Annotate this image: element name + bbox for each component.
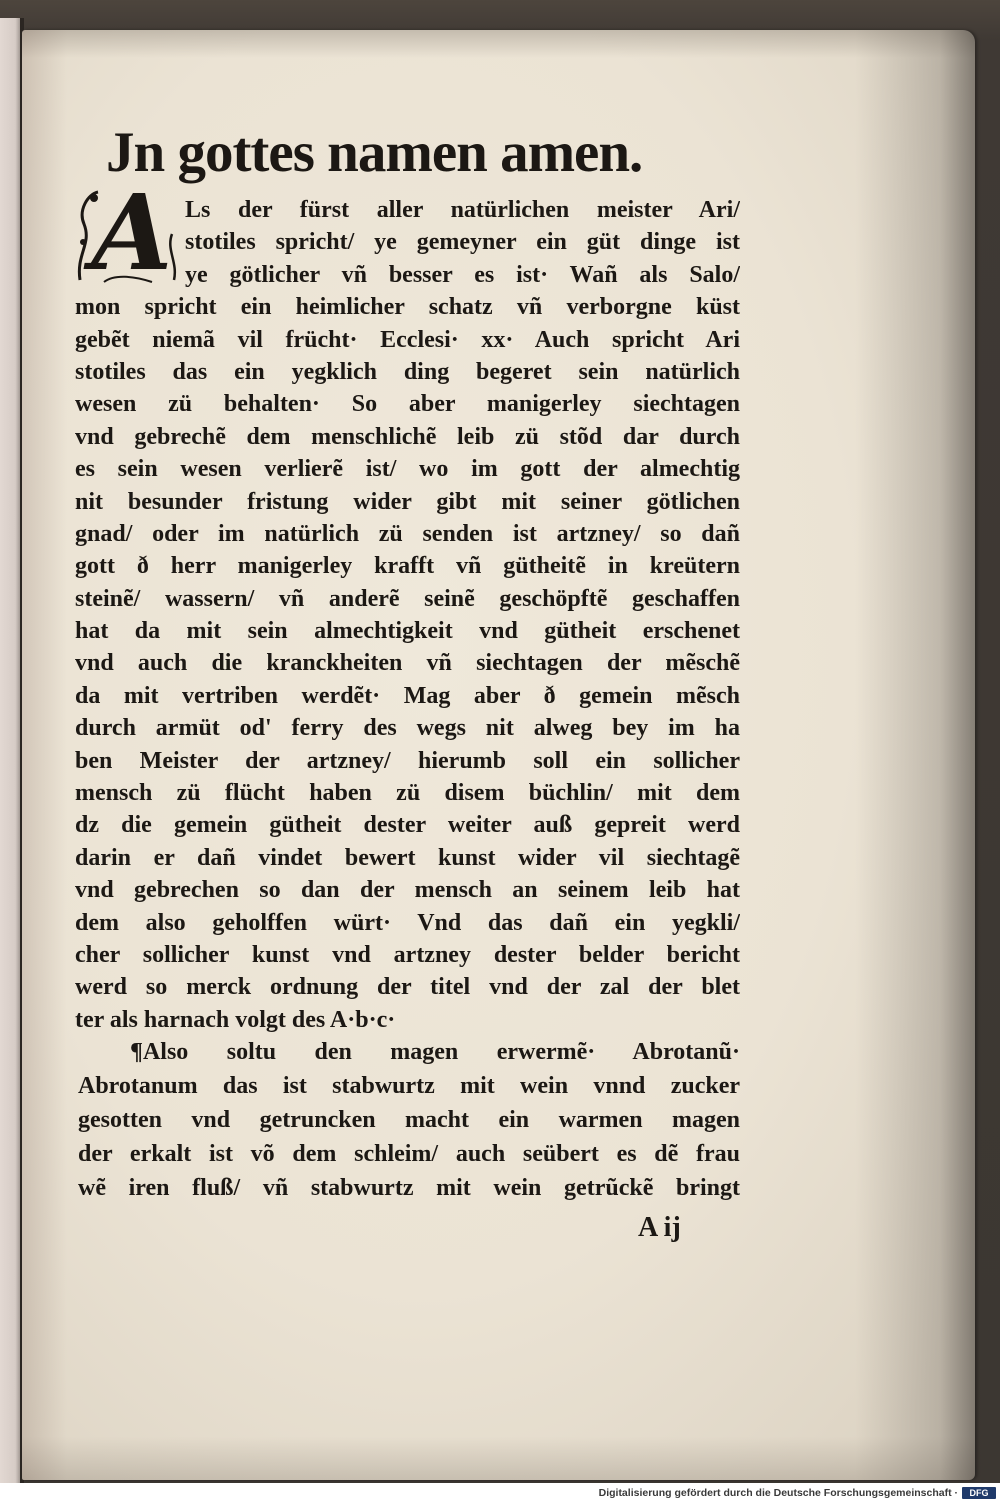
text-line: hat da mit sein almechtigkeit vnd gütheit erschenet bbox=[75, 618, 740, 645]
section-line: wẽ iren fluß/ vñ stabwurtz mit wein getrũckẽ bringt bbox=[78, 1175, 740, 1201]
book-page bbox=[22, 30, 975, 1480]
signature-mark: A ij bbox=[638, 1212, 681, 1243]
text-line: da mit vertriben werdẽt· Mag aber ð gemein mẽsch bbox=[75, 682, 740, 709]
text-line: mon spricht ein heimlicher schatz vñ verborgne küst bbox=[75, 294, 740, 321]
footer-credit: Digitalisierung gefördert durch die Deutsche Forschungsgemeinschaft · bbox=[598, 1487, 958, 1499]
text-line: cher sollicher kunst vnd artzney dester belder bericht bbox=[75, 941, 740, 968]
text-line: vnd gebrechẽ dem menschlichẽ leib zü stõd dar durch bbox=[75, 423, 740, 450]
text-line: steinẽ/ wassern/ vñ anderẽ seinẽ geschöpftẽ geschaffen bbox=[75, 585, 740, 612]
text-line: gnad/ oder im natürlich zü senden ist artzney/ so dañ bbox=[75, 520, 740, 547]
section-line: Abrotanum das ist stabwurtz mit wein vnnd zucker bbox=[78, 1073, 740, 1099]
text-line: stotiles spricht/ ye gemeyner ein güt dinge ist bbox=[185, 229, 740, 256]
text-line: vnd auch die kranckheiten vñ siechtagen der mẽschẽ bbox=[75, 650, 740, 677]
dfg-logo-icon: DFG bbox=[962, 1487, 996, 1499]
text-line: gebẽt niemã vil frücht· Ecclesi· xx· Auch spricht Ari bbox=[75, 326, 740, 353]
text-line: darin er dañ vindet bewert kunst wider vil siechtagẽ bbox=[75, 844, 740, 871]
remedy-section bbox=[78, 1035, 740, 1205]
digitization-footer bbox=[0, 1483, 1000, 1503]
body-text bbox=[75, 194, 740, 1036]
text-line: durch armüt od' ferry des wegs nit alweg bey im ha bbox=[75, 715, 740, 742]
text-line: dz die gemein gütheit dester weiter auß gepreit werd bbox=[75, 812, 740, 839]
page-title: Jn gottes namen amen. bbox=[106, 121, 643, 184]
previous-page-edge bbox=[0, 18, 22, 1483]
text-line: ben Meister der artzney/ hierumb soll ein sollicher bbox=[75, 747, 740, 774]
section-heading-line: ¶Also soltu den magen erwermẽ· Abrotanũ· bbox=[130, 1039, 740, 1065]
text-line: vnd gebrechen so dan der mensch an seinem leib hat bbox=[75, 877, 740, 904]
initial-letter: A bbox=[91, 171, 173, 294]
text-line: werd so merck ordnung der titel vnd der zal der blet bbox=[75, 974, 740, 1001]
text-line: ter als harnach volgt des A·b·c· bbox=[75, 1006, 396, 1033]
text-line: Ls der fürst aller natürlichen meister Ari/ bbox=[185, 197, 740, 223]
section-line: der erkalt ist võ dem schleim/ auch seübert es dẽ frau bbox=[78, 1141, 740, 1167]
section-line: gesotten vnd getruncken macht ein warmen magen bbox=[78, 1107, 740, 1133]
text-line: nit besunder fristung wider gibt mit seiner götlichen bbox=[75, 488, 740, 515]
text-line: gott ð herr manigerley krafft vñ gütheitẽ in kreütern bbox=[75, 553, 740, 580]
text-line: wesen zü behalten· So aber manigerley siechtagen bbox=[75, 391, 740, 418]
text-line: ye götlicher vñ besser es ist· Wañ als Salo/ bbox=[185, 261, 740, 288]
text-line: dem also geholffen würt· Vnd das dañ ein yegkli/ bbox=[75, 909, 740, 936]
text-line: es sein wesen verlierẽ ist/ wo im gott der almechtig bbox=[75, 456, 740, 483]
text-line: mensch zü flücht haben zü disem büchlin/ mit dem bbox=[75, 780, 740, 807]
text-line: stotiles das ein yegklich ding begeret sein natürlich bbox=[75, 358, 740, 385]
